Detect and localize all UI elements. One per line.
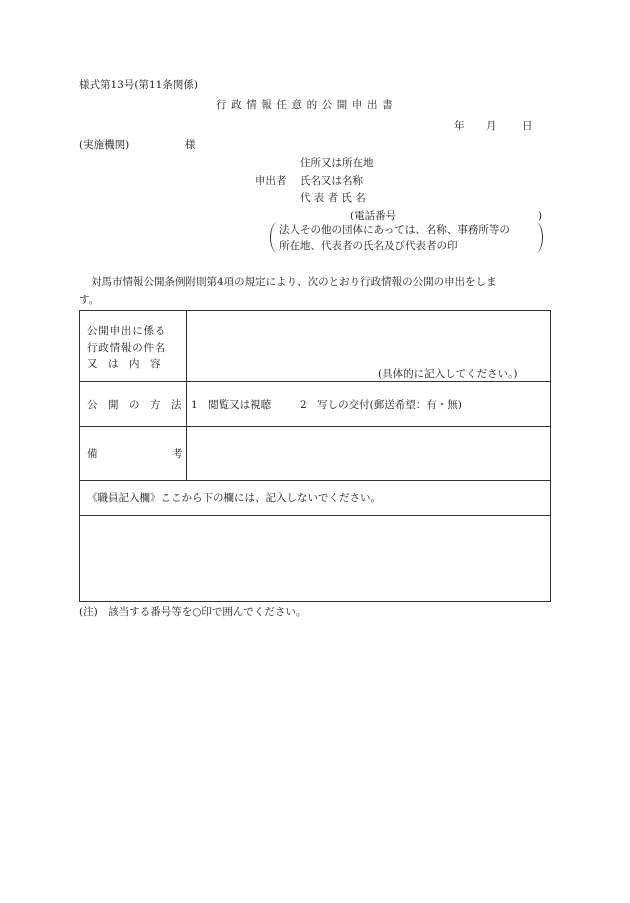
corporate-note-line: 法人その他の団体にあっては、名称、事務所等の (279, 224, 510, 236)
table-divider (80, 480, 550, 481)
page-title: 行政情報任意的公開申出書 (216, 99, 398, 111)
method-option-view[interactable]: 1 閲覧又は視聴 (191, 399, 272, 411)
date-day-label: 日 (522, 120, 533, 132)
name-label: 氏名又は名称 (300, 175, 363, 187)
subject-label: 公開申出に係る (87, 325, 167, 337)
intro-text: 対馬市情報公開条例附則第4項の規定により、次のとおり行政情報の公開の申出をしま (91, 276, 497, 288)
table-divider (80, 381, 550, 382)
footnote: (注) 該当する番号等を○印で囲んでください。 (79, 606, 307, 618)
remarks-label: 考 (172, 448, 183, 460)
date-year-label: 年 (454, 120, 465, 132)
subject-label: 又 は 内 容 (87, 358, 161, 370)
date-month-label: 月 (486, 120, 497, 132)
applicant-label: 申出者 (255, 175, 287, 187)
form-number: 様式第13号(第11条関係) (79, 79, 198, 91)
method-option-copy[interactable]: 2 写しの交付(郵送希望：有・無) (300, 399, 462, 411)
method-label: 公 開 の 方 法 (87, 399, 182, 411)
bracket-left (270, 222, 278, 253)
remarks-label: 備 (87, 448, 98, 460)
request-form-table (79, 310, 551, 602)
phone-label: (電話番号 (350, 210, 397, 222)
agency-label: (実施機関) (79, 139, 130, 151)
phone-close-paren: ) (538, 210, 543, 222)
address-label: 住所又は所在地 (300, 157, 374, 169)
subject-label: 行政情報の件名 (87, 342, 167, 354)
table-column-divider (186, 311, 187, 480)
corporate-note-line: 所在地、代表者の氏名及び代表者の印 (279, 240, 458, 252)
bracket-right (535, 222, 543, 253)
honorific-label: 様 (185, 139, 196, 151)
table-divider (80, 515, 550, 516)
staff-use-label: 《職員記入欄》ここから下の欄には、記入しないでください。 (87, 492, 381, 504)
representative-label: 代表者氏名 (300, 192, 369, 204)
intro-text: す。 (79, 294, 100, 306)
table-divider (80, 426, 550, 427)
subject-hint: (具体的に記入してください。) (378, 368, 518, 380)
